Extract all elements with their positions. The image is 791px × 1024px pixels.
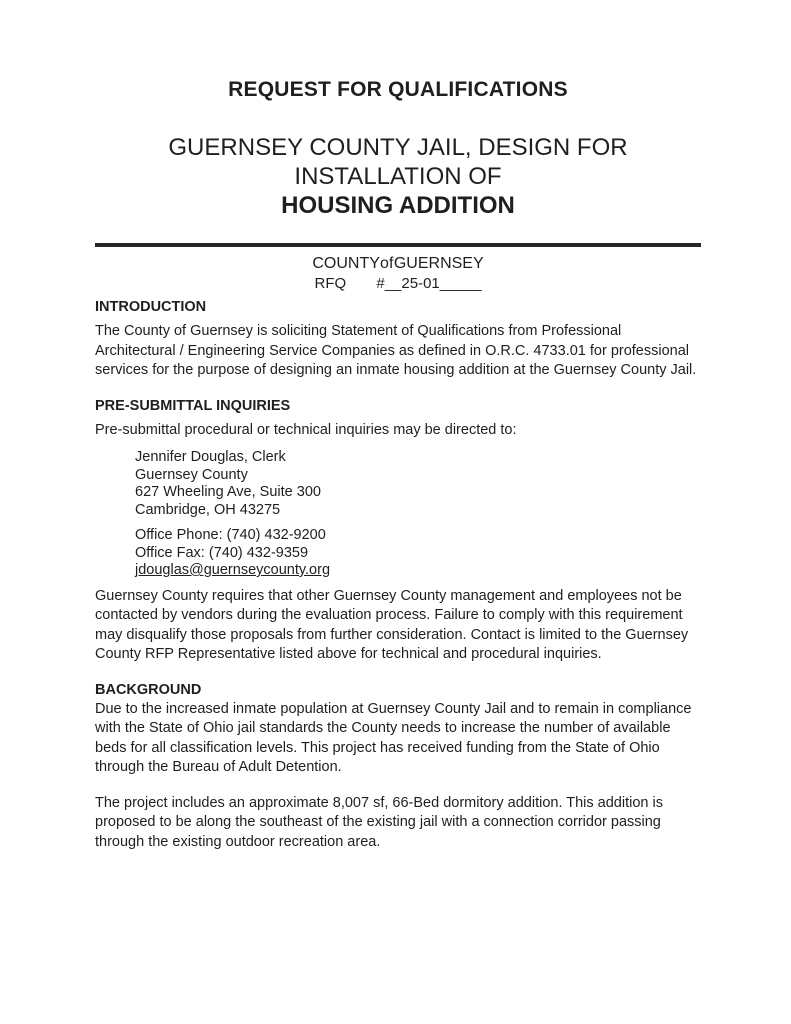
subtitle-line-2: HOUSING ADDITION: [281, 192, 515, 219]
introduction-paragraph: The County of Guernsey is soliciting Statement of Qualifications from Professional Architectural / Engineering Service Companies as defined in O.R.C. 4733.01 for professional services for the purpose of designing an inmate housing addition at the Guernsey County Jail.: [95, 323, 697, 378]
email-link[interactable]: jdouglas@guernseycounty.org: [135, 562, 331, 578]
contact-address-block: [135, 449, 701, 519]
document-subtitle: [95, 133, 701, 220]
rfq-line: [95, 275, 701, 292]
introduction-heading: INTRODUCTION: [95, 299, 207, 315]
office-phone: Office Phone: (740) 432-9200: [135, 527, 326, 543]
pre-submittal-intro: Pre-submittal procedural or technical inquiries may be directed to:: [95, 421, 517, 438]
horizontal-rule: [95, 243, 701, 247]
county-line: COUNTY of GUERNSEY: [312, 255, 484, 272]
background-paragraph-2: The project includes an approximate 8,007 sf, 66-Bed dormitory addition. This addition is proposed to be along the southeast of the existing jail with a connection corridor passing through the existing outdoor recreation area.: [95, 794, 663, 850]
contact-name: Jennifer Douglas, Clerk: [135, 449, 286, 465]
contact-street-address: 627 Wheeling Ave, Suite 300: [135, 484, 321, 500]
contact-organization: Guernsey County: [135, 466, 248, 483]
rfq-label: RFQ: [314, 275, 347, 292]
subtitle-line-1: GUERNSEY COUNTY JAIL, DESIGN FOR INSTALLATION OF: [168, 134, 628, 190]
pre-submittal-note: Guernsey County requires that other Guernsey County management and employees not be contacted by vendors during the evaluation process. Failure to comply with this requirement may disqualify those proposals from further consideration. Contact is limited to the Guernsey County RFP Representative listed above for technical and procedural inquiries.: [95, 587, 689, 662]
background-heading: BACKGROUND: [95, 681, 202, 698]
contact-city-state-zip: Cambridge, OH 43275: [135, 501, 281, 518]
office-fax: Office Fax: (740) 432-9359: [135, 544, 309, 561]
background-paragraph-1: Due to the increased inmate population at Guernsey County Jail and to remain in compliance with the State of Ohio jail standards the County needs to increase the number of available beds for all classification levels. This project has received funding from the State of Ohio through the Bureau of Adult Detention.: [95, 700, 692, 775]
rfq-number: #__25-01_____: [376, 275, 482, 292]
contact-phone-block: [135, 527, 701, 580]
pre-submittal-heading: PRE-SUBMITTAL INQUIRIES: [95, 397, 291, 414]
document-title: REQUEST FOR QUALIFICATIONS: [228, 78, 568, 101]
